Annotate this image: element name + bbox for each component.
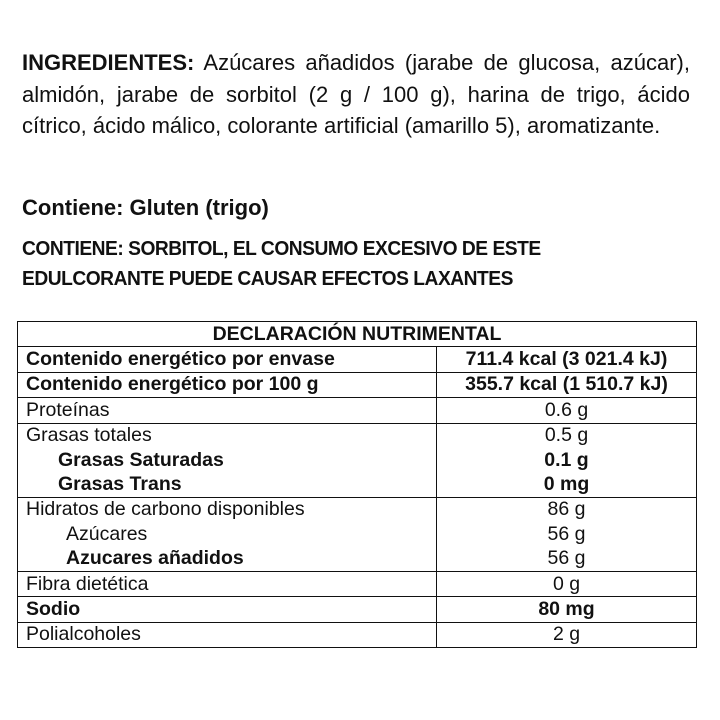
row-value: 0 g	[437, 571, 697, 596]
row-name: Azucares añadidos	[18, 547, 437, 572]
row-value: 355.7 kcal (1 510.7 kJ)	[437, 372, 697, 397]
row-value: 0.5 g	[437, 423, 697, 448]
warning-line-1: CONTIENE: SORBITOL, EL CONSUMO EXCESIVO DE ESTE	[22, 238, 541, 260]
warning-line-2: EDULCORANTE PUEDE CAUSAR EFECTOS LAXANTES	[22, 268, 513, 290]
row-value: 56 g	[437, 522, 697, 546]
row-name: Contenido energético por 100 g	[18, 372, 437, 397]
row-value: 711.4 kcal (3 021.4 kJ)	[437, 347, 697, 372]
ingredients-paragraph	[22, 47, 690, 142]
row-value: 80 mg	[437, 597, 697, 622]
table-row	[18, 372, 697, 397]
row-value: 0.6 g	[437, 398, 697, 423]
row-value: 56 g	[437, 547, 697, 572]
table-row	[18, 423, 697, 448]
row-value: 86 g	[437, 497, 697, 522]
row-name: Proteínas	[18, 398, 437, 423]
row-name: Fibra dietética	[18, 571, 437, 596]
row-name: Grasas Saturadas	[18, 448, 437, 472]
table-row	[18, 522, 697, 546]
table-row	[18, 622, 697, 647]
ingredients-text: Azúcares añadidos (jarabe de glucosa, azúcar), almidón, jarabe de sorbitol (2 g / 100 g), harina de trigo, ácido cítrico, ácido málico, colorante artificial (amarillo 5), aromatizante.	[22, 50, 690, 138]
row-name: Sodio	[18, 597, 437, 622]
table-row	[18, 347, 697, 372]
row-name: Grasas totales	[18, 423, 437, 448]
row-value: 2 g	[437, 622, 697, 647]
row-name: Azúcares	[18, 522, 437, 546]
table-row	[18, 571, 697, 596]
table-row	[18, 398, 697, 423]
sorbitol-warning	[22, 234, 617, 294]
table-row	[18, 547, 697, 572]
row-name: Polialcoholes	[18, 622, 437, 647]
row-name: Grasas Trans	[18, 472, 437, 497]
table-row	[18, 448, 697, 472]
allergen-statement: Contiene: Gluten (trigo)	[22, 195, 269, 220]
nutrition-header-row	[18, 322, 697, 347]
row-name: Contenido energético por envase	[18, 347, 437, 372]
nutrition-title: DECLARACIÓN NUTRIMENTAL	[18, 322, 697, 347]
row-name: Hidratos de carbono disponibles	[18, 497, 437, 522]
row-value: 0 mg	[437, 472, 697, 497]
ingredients-label: INGREDIENTES:	[22, 50, 195, 75]
row-value: 0.1 g	[437, 448, 697, 472]
table-row	[18, 472, 697, 497]
table-row	[18, 597, 697, 622]
nutrition-table	[17, 321, 697, 648]
table-row	[18, 497, 697, 522]
